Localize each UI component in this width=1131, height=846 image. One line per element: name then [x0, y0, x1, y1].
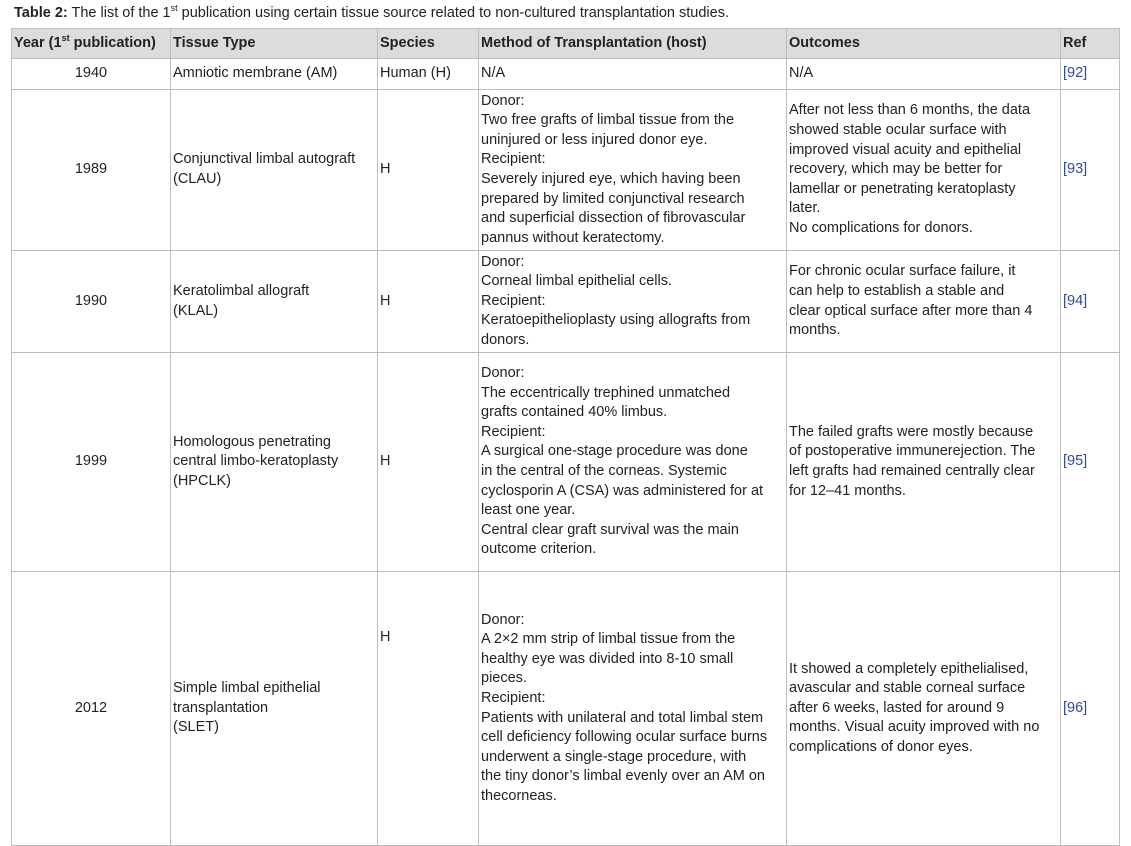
- method-line: grafts contained 40% limbus.: [481, 404, 668, 421]
- method-line: Recipient:: [481, 292, 546, 309]
- method-line: Recipient:: [481, 423, 546, 440]
- tissue-line: (KLAL): [173, 302, 219, 319]
- header-tissue: Tissue Type: [171, 29, 378, 59]
- method-line: Donor:: [481, 92, 525, 109]
- header-outcomes: Outcomes: [787, 29, 1061, 59]
- method-line: prepared by limited conjunctival research: [481, 190, 745, 207]
- tissue-line: (SLET): [173, 719, 219, 736]
- table-row: [12, 572, 1120, 846]
- method-cell: [479, 572, 787, 846]
- method-cell: [479, 90, 787, 251]
- outcome-line: lamellar or penetrating keratoplasty: [789, 180, 1016, 197]
- outcome-line: later.: [789, 200, 821, 217]
- table-header: [12, 29, 1120, 59]
- method-line: A 2×2 mm strip of limbal tissue from the: [481, 631, 736, 648]
- ref-link[interactable]: [96]: [1061, 572, 1120, 846]
- method-line: healthy eye was divided into 8-10 small: [481, 650, 734, 667]
- method-line: N/A: [481, 65, 506, 82]
- header-year-prefix: Year (1: [14, 34, 62, 51]
- method-line: underwent a single-stage procedure, with: [481, 748, 747, 765]
- outcome-line: complications of donor eyes.: [789, 738, 973, 755]
- method-line: pieces.: [481, 670, 527, 687]
- method-line: Recipient:: [481, 689, 546, 706]
- outcome-line: It showed a completely epithelialised,: [789, 660, 1029, 677]
- tissue-cell: [171, 353, 378, 572]
- outcome-line: showed stable ocular surface with: [789, 122, 1007, 139]
- tissue-cell: [171, 90, 378, 251]
- outcome-line: for 12–41 months.: [789, 482, 906, 499]
- method-line: Corneal limbal epithelial cells.: [481, 273, 673, 290]
- outcome-line: For chronic ocular surface failure, it: [789, 263, 1016, 280]
- method-line: least one year.: [481, 502, 576, 519]
- caption-label: Table 2:: [14, 5, 68, 21]
- tissue-line: Conjunctival limbal autograft: [173, 151, 356, 168]
- method-line: donors.: [481, 331, 530, 348]
- table-row: [12, 90, 1120, 251]
- tissue-line: central limbo-keratoplasty: [173, 453, 339, 470]
- method-line: Patients with unilateral and total limbal stem: [481, 709, 764, 726]
- outcomes-cell: [787, 353, 1061, 572]
- method-line: the tiny donor’s limbal evenly over an AM on: [481, 768, 765, 785]
- species-cell: H: [378, 251, 479, 353]
- method-line: outcome criterion.: [481, 541, 597, 558]
- year-cell: 1989: [12, 90, 171, 251]
- caption-text-end: publication using certain tissue source related to non-cultured transplantation studies.: [177, 5, 729, 21]
- table-row: [12, 251, 1120, 353]
- tissue-line: (CLAU): [173, 171, 222, 187]
- outcome-line: after 6 weeks, lasted for around 9: [789, 699, 1005, 716]
- publication-table: [11, 28, 1120, 846]
- table-body: [12, 59, 1120, 846]
- header-year-suffix: publication): [69, 34, 156, 51]
- species-cell: H: [378, 90, 479, 251]
- method-line: Severely injured eye, which having been: [481, 171, 741, 187]
- year-cell: 1990: [12, 251, 171, 353]
- outcome-line: months.: [789, 322, 841, 339]
- method-line: and superficial dissection of fibrovascular: [481, 210, 746, 227]
- tissue-cell: [171, 59, 378, 90]
- outcomes-cell: [787, 90, 1061, 251]
- header-method: Method of Transplantation (host): [479, 29, 787, 59]
- method-line: cyclosporin A (CSA) was administered for at: [481, 482, 764, 499]
- method-cell: [479, 59, 787, 90]
- outcome-line: After not less than 6 months, the data: [789, 102, 1031, 119]
- method-line: Donor:: [481, 253, 525, 270]
- outcome-line: The failed grafts were mostly because: [789, 423, 1034, 440]
- header-ref: Ref: [1061, 29, 1120, 59]
- outcome-line: of postoperative immunerejection. The: [789, 443, 1036, 460]
- method-line: The eccentrically trephined unmatched: [481, 384, 731, 401]
- outcomes-cell: [787, 251, 1061, 353]
- method-line: Donor:: [481, 365, 525, 382]
- table-row: [12, 59, 1120, 90]
- method-cell: [479, 353, 787, 572]
- outcome-line: months. Visual acuity improved with no: [789, 719, 1040, 736]
- table-row: [12, 353, 1120, 572]
- method-line: A surgical one-stage procedure was done: [481, 443, 748, 460]
- tissue-line: Simple limbal epithelial: [173, 680, 321, 697]
- method-line: pannus without keratectomy.: [481, 229, 665, 246]
- species-cell: Human (H): [378, 59, 479, 90]
- ref-link[interactable]: [93]: [1061, 90, 1120, 251]
- outcomes-cell: [787, 572, 1061, 846]
- method-cell: [479, 251, 787, 353]
- header-species: Species: [378, 29, 479, 59]
- year-cell: 1940: [12, 59, 171, 90]
- outcomes-cell: [787, 59, 1061, 90]
- species-cell: H: [378, 572, 479, 846]
- outcome-line: No complications for donors.: [789, 219, 973, 236]
- caption-text: The list of the 1: [67, 5, 171, 21]
- method-line: Central clear graft survival was the main: [481, 521, 739, 538]
- caption-sup: st: [170, 3, 178, 14]
- method-line: thecorneas.: [481, 787, 557, 804]
- ref-link[interactable]: [94]: [1061, 251, 1120, 353]
- tissue-line: transplantation: [173, 699, 269, 716]
- outcome-line: N/A: [789, 65, 814, 82]
- outcome-line: can help to establish a stable and: [789, 282, 1005, 299]
- outcome-line: recovery, which may be better for: [789, 161, 1003, 178]
- header-year: [12, 29, 171, 59]
- outcome-line: improved visual acuity and epithelial: [789, 141, 1022, 158]
- outcome-line: avascular and stable corneal surface: [789, 680, 1026, 697]
- method-line: in the central of the corneas. Systemic: [481, 463, 727, 479]
- tissue-cell: [171, 251, 378, 353]
- method-line: Keratoepithelioplasty using allografts from: [481, 312, 751, 329]
- header-row: [12, 29, 1120, 59]
- ref-link[interactable]: [92]: [1061, 59, 1120, 90]
- method-line: Two free grafts of limbal tissue from the: [481, 112, 735, 129]
- method-line: Recipient:: [481, 151, 546, 168]
- header-year-sup: st: [61, 32, 70, 43]
- outcome-line: clear optical surface after more than 4: [789, 302, 1033, 319]
- method-line: uninjured or less injured donor eye.: [481, 131, 708, 148]
- year-cell: 2012: [12, 572, 171, 846]
- table-caption: [14, 4, 729, 22]
- ref-link[interactable]: [95]: [1061, 353, 1120, 572]
- tissue-cell: [171, 572, 378, 846]
- method-line: Donor:: [481, 611, 525, 628]
- method-line: cell deficiency following ocular surface burns: [481, 729, 768, 746]
- tissue-line: Homologous penetrating: [173, 433, 331, 450]
- tissue-line: Keratolimbal allograft: [173, 282, 310, 299]
- species-cell: H: [378, 353, 479, 572]
- outcome-line: left grafts had remained centrally clear: [789, 463, 1035, 479]
- year-cell: 1999: [12, 353, 171, 572]
- tissue-line: (HPCLK): [173, 472, 232, 489]
- tissue-line: Amniotic membrane (AM): [173, 65, 338, 82]
